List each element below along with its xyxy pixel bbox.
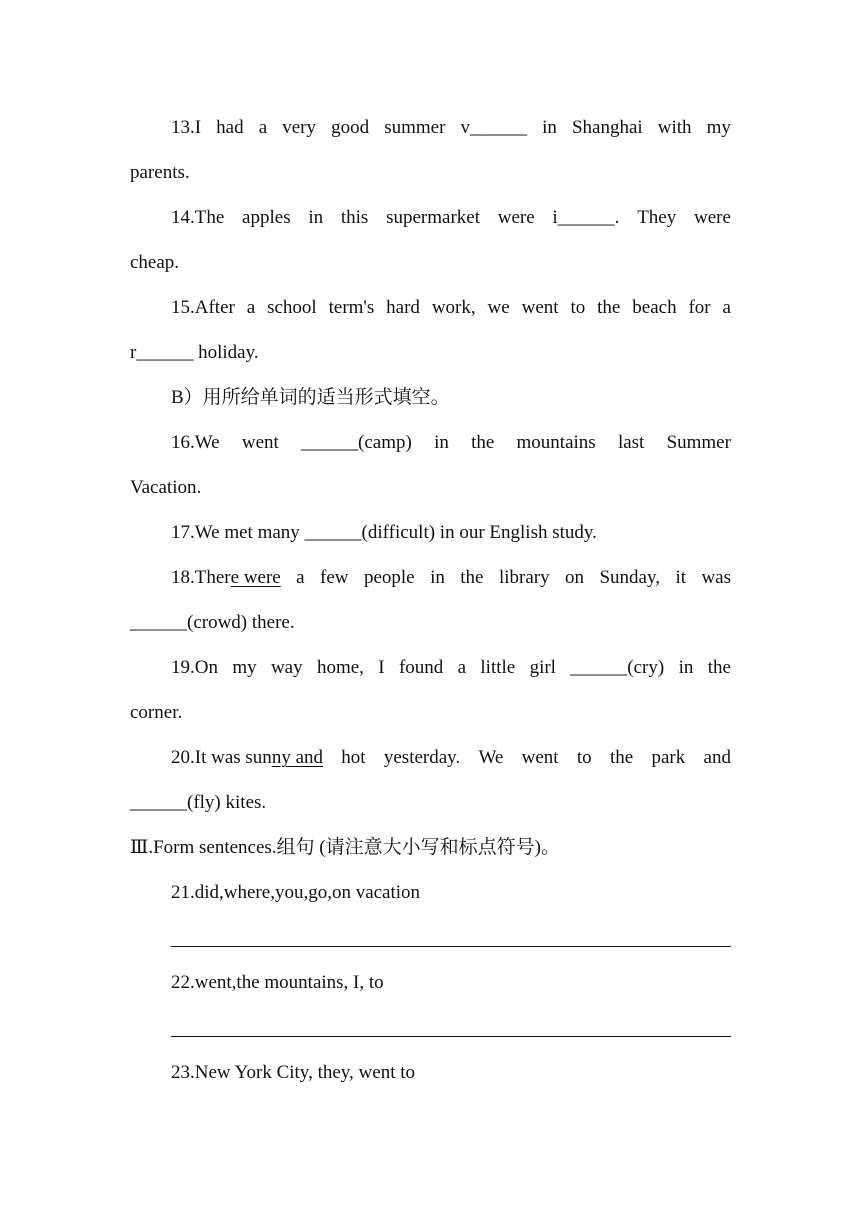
word: Shanghai [571,117,643,138]
word: ______(camp) [301,432,412,453]
word: little [480,657,516,678]
word: a [246,297,256,318]
word: for [688,297,711,318]
word: my [706,117,731,138]
word: supermarket [386,207,480,228]
word: 13.I [171,117,202,138]
word: mountains [516,432,596,453]
q23-line: 23.New York City, they, went to [171,1062,416,1083]
word: park [651,747,686,768]
word: we [487,297,510,318]
q16-line2: Vacation. [130,477,202,498]
word: 16.We [171,432,220,453]
word: it [675,567,686,588]
q19-line1 [171,654,731,682]
word: the [471,432,495,453]
word: 19.On [171,657,218,678]
q15-line1: 15.After a school term's hard work, we went to the beach for a [171,294,731,322]
word: to [570,297,586,318]
q20-line2: ______(fly) kites. [130,792,267,813]
word: with [657,117,692,138]
word: few [320,567,349,588]
word: v______ [460,117,527,138]
q18-line1: 18.There were a few people in the library on Sunday, it was [171,564,731,592]
word: a [258,117,268,138]
word: in [430,567,445,588]
word: the [707,657,731,678]
word: to [576,747,592,768]
word: had [216,117,244,138]
word: were [693,207,731,228]
section-b-heading: B）用所给单词的适当形式填空。 [171,387,450,408]
word: and [703,747,731,768]
word: my [232,657,257,678]
word: were [497,207,535,228]
word: in [434,432,449,453]
q20-underlined-text: ny and [271,747,323,768]
word: a [457,657,467,678]
word: the [460,567,484,588]
word: found [398,657,444,678]
q18-underlined-text: e were [230,567,281,588]
word: a [722,297,731,318]
word: the [609,747,634,768]
section-3-heading: Ⅲ.Form sentences.组句 (请注意大小写和标点符号)。 [130,837,560,858]
word: people [363,567,415,588]
q20-line1: 20.It was sunny and hot yesterday. We went to the park and [171,744,731,772]
q13-line1 [171,114,731,142]
word: in [542,117,557,138]
word: school [267,297,317,318]
word: on [565,567,585,588]
word: beach [632,297,677,318]
word: last [617,432,645,453]
q22-answer-line[interactable] [171,1036,731,1037]
q17-line: 17.We met many ______(difficult) in our English study. [171,522,597,543]
q13-line2: parents. [130,162,190,183]
word: library [498,567,550,588]
word: in [678,657,694,678]
word: way [270,657,303,678]
word: yesterday. [383,747,461,768]
word: They [637,207,677,228]
word: good [331,117,370,138]
word: term's [328,297,375,318]
word: 14.The [171,207,225,228]
word: went [521,747,559,768]
word: summer [384,117,446,138]
word: Sunday, [599,567,660,588]
q15-line2: r______ holiday. [130,342,259,363]
word: I [378,657,385,678]
q19-line2: corner. [130,702,183,723]
q16-line1 [171,429,731,457]
word: apples [242,207,291,228]
word: was [701,567,731,588]
q21-line: 21.did,where,you,go,on vacation [171,882,421,903]
word: i______. [552,207,620,228]
word: in [308,207,324,228]
q18-line2: ______(crowd) there. [130,612,295,633]
q14-line1 [171,204,731,232]
word: girl [529,657,556,678]
word: Summer [666,432,731,453]
word: ______(cry) [570,657,665,678]
word: this [340,207,369,228]
q21-answer-line[interactable] [171,946,731,947]
word: work, [431,297,476,318]
word: very [282,117,316,138]
word: hard [386,297,420,318]
q14-line2: cheap. [130,252,180,273]
word: home, [316,657,364,678]
word: went [521,297,559,318]
word: the [597,297,621,318]
q22-line: 22.went,the mountains, I, to [171,972,384,993]
word: We [478,747,504,768]
word: went [241,432,279,453]
